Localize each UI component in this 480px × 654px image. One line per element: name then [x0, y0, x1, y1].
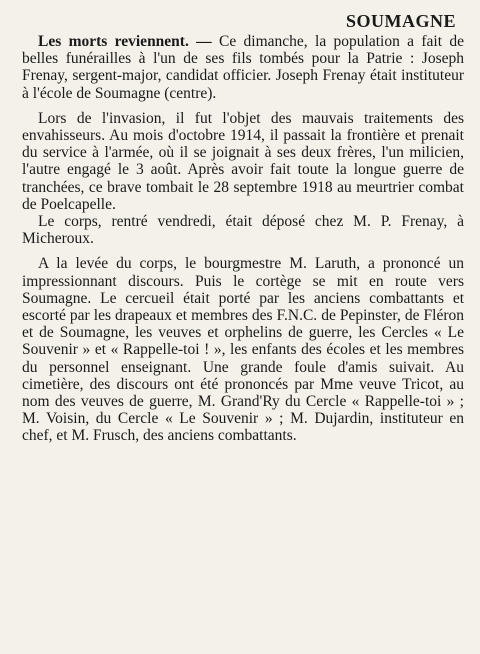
article-paragraph-2: Lors de l'invasion, il fut l'objet des mauvais traitements des envahisseurs. Au mois d'octobre 1914, il passait la frontière et prenait du service à l'armée, où il se joignait à ses deux frères, l'un milicien, l'autre engagé le 3 août. Après avoir fait toute la longue guerre de tranchées, ce brave tombait le 28 septembre 1918 au meurtrier combat de Poelcapelle. [22, 109, 464, 213]
article-paragraph-4: A la levée du corps, le bourgmestre M. Laruth, a prononcé un impressionnant discours. Puis le cortège se mit en route vers Soumagne. Le cercueil était porté par les anciens combattants et escorté par les drapeaux et membres des F.N.C. de Pepinster, de Fléron et de Soumagne, les veuves et orphelins de guerre, les Cercles « Le Souvenir » et « Rappelle-toi ! », les enfants des écoles et les membres du personnel enseignant. Une grande foule d'amis suivait. Au cimetière, des discours ont été prononcés par Mme veuve Tricot, au nom des veuves de guerre, M. Grand'Ry du Cercle « Rappelle-toi » ; M. Voisin, du Cercle « Le Souvenir » ; M. Dujardin, instituteur en chef, et M. Frusch, des anciens combattants. [22, 255, 464, 445]
article-paragraph-1 [22, 33, 464, 102]
article-paragraph-3: Le corps, rentré vendredi, était déposé chez M. P. Frenay, à Micheroux. [22, 213, 464, 248]
article-paragraph-1-text: Ce dimanche, la population a fait de belles funérailles à l'un de ses fils tombés pour la Patrie : Joseph Frenay, sergent-major, candidat officier. Joseph Frenay était instituteur à l'école de Soumagne (centre). [22, 33, 464, 102]
cropped-previous-text [22, 0, 464, 4]
section-title: SOUMAGNE [345, 11, 456, 31]
article-lead: Les morts reviennent. — [38, 33, 212, 50]
article-body [22, 33, 464, 445]
